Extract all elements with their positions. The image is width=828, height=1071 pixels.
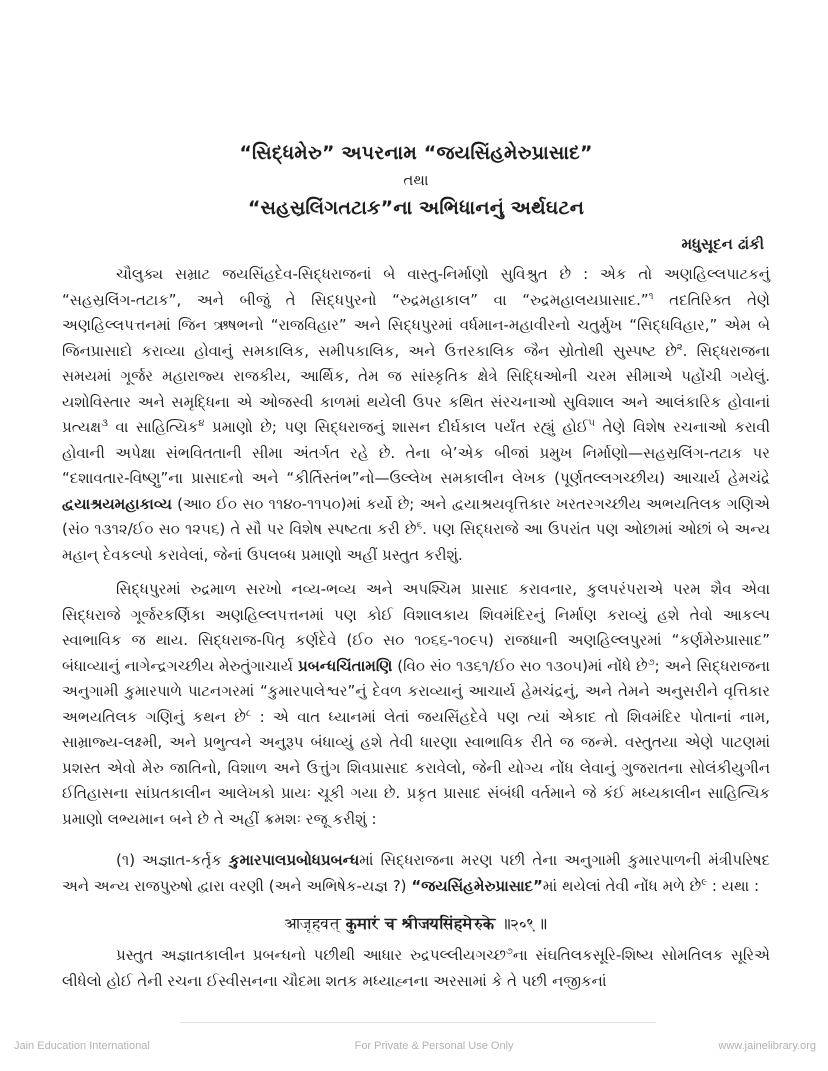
footer-usage-notice: For Private & Personal Use Only (354, 1040, 514, 1052)
sanskrit-verse: आजूहवत् कुमारं च श्रीजयसिंहमेरुके ॥२०९॥ (284, 914, 548, 933)
paragraph-4: પ્રસ્તુત અજ્ઞાતકાલીન પ્રબન્ધનો પછીથી આધાર રુદ્રપલ્લીયગચ્છ$^૭$ના સંઘતિલકસૂરિ-શિષ્ય સોમતિલક સૂરિએ લીધેલો હોઈ તેની રચના ઈસ્વીસનના ચૌદમા શતક મધ્યાહ્નના અરસામાં કે તે પછી નજીકનાં (62, 946, 770, 990)
footer-website: www.jainelibrary.org (718, 1040, 816, 1052)
title-connector-word: તથા (403, 171, 429, 189)
paragraph-2: સિદ્ધપુરમાં રુદ્રમાળ સરખો નવ્ય-ભવ્ય અને અપશ્ચિમ પ્રાસાદ કરાવનાર, કુલપરંપરાએ પરમ શૈવ એવા સિદ્ધરાજે ગૂર્જરકર્ણિકા અણહિલ્લપત્તનમાં પણ કોઈ વિશાલકાય શિવમંદિરનું નિર્માણ કરાવ્યું હશે તેવો આકલ્પ સ્વાભાવિક જ થાય. સિદ્ધરાજ-પિતૃ કર્ણદેવે (ઈ૦ સ૦ ૧૦૬૬-૧૦૯૫) રાજધાની અણહિલ્લપુરમાં “કર્ણમેરુપ્રાસાદ” બંધાવ્યાનું નાગેન્દ્રગચ્છીય મેરુતુંગાચાર્ય પ્રબન્ધચિંતામણિ (વિ૦ સં૦ ૧૩૬૧/ઈ૦ સ૦ ૧૩૦૫)માં નોંધે છે$^૭$; અને સિદ્ધરાજના અનુગામી કુમારપાળે પાટનગરમાં “કુમારપાલેશ્વર”નું દેવળ કરાવ્યાનું આચાર્ય હેમચંદ્રનું, અને તેમને અનુસરીને વૃત્તિકાર અભયતિલક ગણિનું કથન છે$^૮$ : એ વાત ધ્યાનમાં લેતાં જયસિંહદેવે પણ ત્યાં એકાદ તો શિવમંદિર પોતાનાં નામ, સામ્રાજ્ય-લક્ષ્મી, અને પ્રભુત્વને અનુરૂપ બંધાવ્યું હશે તેવી ધારણા સ્વાભાવિક રીતે જ જન્મે. વસ્તુતયા એણે પાટણમાં પ્રશસ્ત એવો મેરુ જાતિનો, વિશાળ અને ઉત્તુંગ શિવપ્રાસાદ કરાવેલો, જેની યોગ્ય નોંધ લેવાનું ગુજરાતના સોલંકીયુગીન ઈતિહાસના સાંપ્રતકાલીન આલેખકો પ્રાયઃ ચૂકી ગયા છે. પ્રકૃત પ્રાસાદ સંબંધી વર્તમાને જે કંઈ મધ્યકાલીન સાહિત્યિક પ્રમાણો લભ્યમાન બને છે તે અહીં ક્રમશઃ રજૂ કરીશું : (62, 580, 771, 828)
paragraph-1: ચૌલુક્ય સમ્રાટ જયસિંહદેવ-સિદ્ધરાજનાં બે વાસ્તુ-નિર્માણો સુવિશ્રુત છે : એક તો અણહિલ્લપાટકનું “સહસ્રલિંગ-તટાક”, અને બીજું તે સિદ્ધપુરનો “રુદ્રમહાકાલ” વા “રુદ્રમહાલયપ્રાસાદ.”$^૧$ તદતિરિક્ત તેણે અણહિલ્લપત્તનમાં જિન ઋષભનો “રાજવિહાર” અને સિદ્ધપુરમાં વર્ધમાન-મહાવીરનો ચતુર્મુખ “સિદ્ધવિહાર,” એમ બે જિનપ્રાસાદો કરાવ્યા હોવાનું સમકાલિક, સમીપકાલિક, અને ઉત્તરકાલિક જૈન સ્રોતોથી સુસ્પષ્ટ છે$^૨$. સિદ્ધરાજના સમયમાં ગૂર્જર મહારાજ્ય રાજકીય, આર્થિક, તેમ જ સાંસ્કૃતિક ક્ષેત્રે સિદ્ધિઓની ચરમ સીમાએ પહોંચી ગયેલું. યશોવિસ્તાર અને સમૃદ્ધિના એ ઓજસ્વી કાળમાં થયેલી ઉપર કથિત સંરચનાઓ સુવિશાલ અને આલંકારિક હોવાનાં પ્રત્યક્ષ$^૩$ વા સાહિત્યિક$^૪$ પ્રમાણો છે; પણ સિદ્ધરાજનું શાસન દીર્ઘકાલ પર્યંત રહ્યું હોઈ$^૫$ તેણે વિશેષ રચનાઓ કરાવી હોવાની અપેક્ષા સંભવિતતાની સીમા અંતર્ગત રહે છે. તેના બે’એક બીજાં પ્રમુખ નિર્માણો—સહસ્રલિંગ-તટાક પર “દશાવતાર-વિષ્ણુ”ના પ્રાસાદનો અને “કીર્તિસ્તંભ”નો—ઉલ્લેખ સમકાલીન લેખક (પૂર્ણતલ્લગચ્છીય) આચાર્ય હેમચંદ્રે દ્વયાશ્રયમહાકાવ્ય (આ૦ ઈ૦ સ૦ ૧૧૪૦-૧૧૫૦)માં કર્યો છે; અને દ્વયાશ્રયવૃત્તિકાર ખરતરગચ્છીય અભયતિલક ગણિએ (સં૦ ૧૩૧૨/ઈ૦ સ૦ ૧૨૫૬) તે સૌ પર વિશેષ સ્પષ્ટતા કરી છે$^૬$. પણ સિદ્ધરાજે આ ઉપરાંત પણ ઓછામાં ઓછાં બે અન્ય મહાન્ દેવકલ્પો કરાવેલાં, જેનાં ઉપલબ્ધ પ્રમાણો અહીં પ્રસ્તુત કરીશું. (62, 265, 771, 564)
scan-artifact-line (180, 1022, 656, 1023)
footer-publisher: Jain Education International (14, 1040, 150, 1052)
paragraph-3: (૧) અજ્ઞાત-કર્તૃક કુમારપાલપ્રબોધપ્રબન્ધમાં સિદ્ધરાજના મરણ પછી તેના અનુગામી કુમારપાળની મંત્રીપરિષદ અને અન્ય રાજપુરુષો દ્વારા વરણી (અને અભિષેક-યજ્ઞ ?) “જયસિંહમેરુપ્રાસાદ”માં થયેલાં તેવી નોંધ મળે છે$^૯$ : યથા : (62, 851, 770, 895)
author-name: મધુસૂદન ઢાંકી (681, 235, 764, 253)
article-content (62, 142, 770, 994)
page-footer (14, 1040, 816, 1052)
article-title-line1: “સિદ્ધમેરુ” અપરનામ “જયસિંહમેરુપ્રાસાદ” (239, 142, 593, 164)
article-title-line2: “સહસ્રલિંગતટાક”ના અભિધાનનું અર્થઘટન (247, 197, 585, 219)
